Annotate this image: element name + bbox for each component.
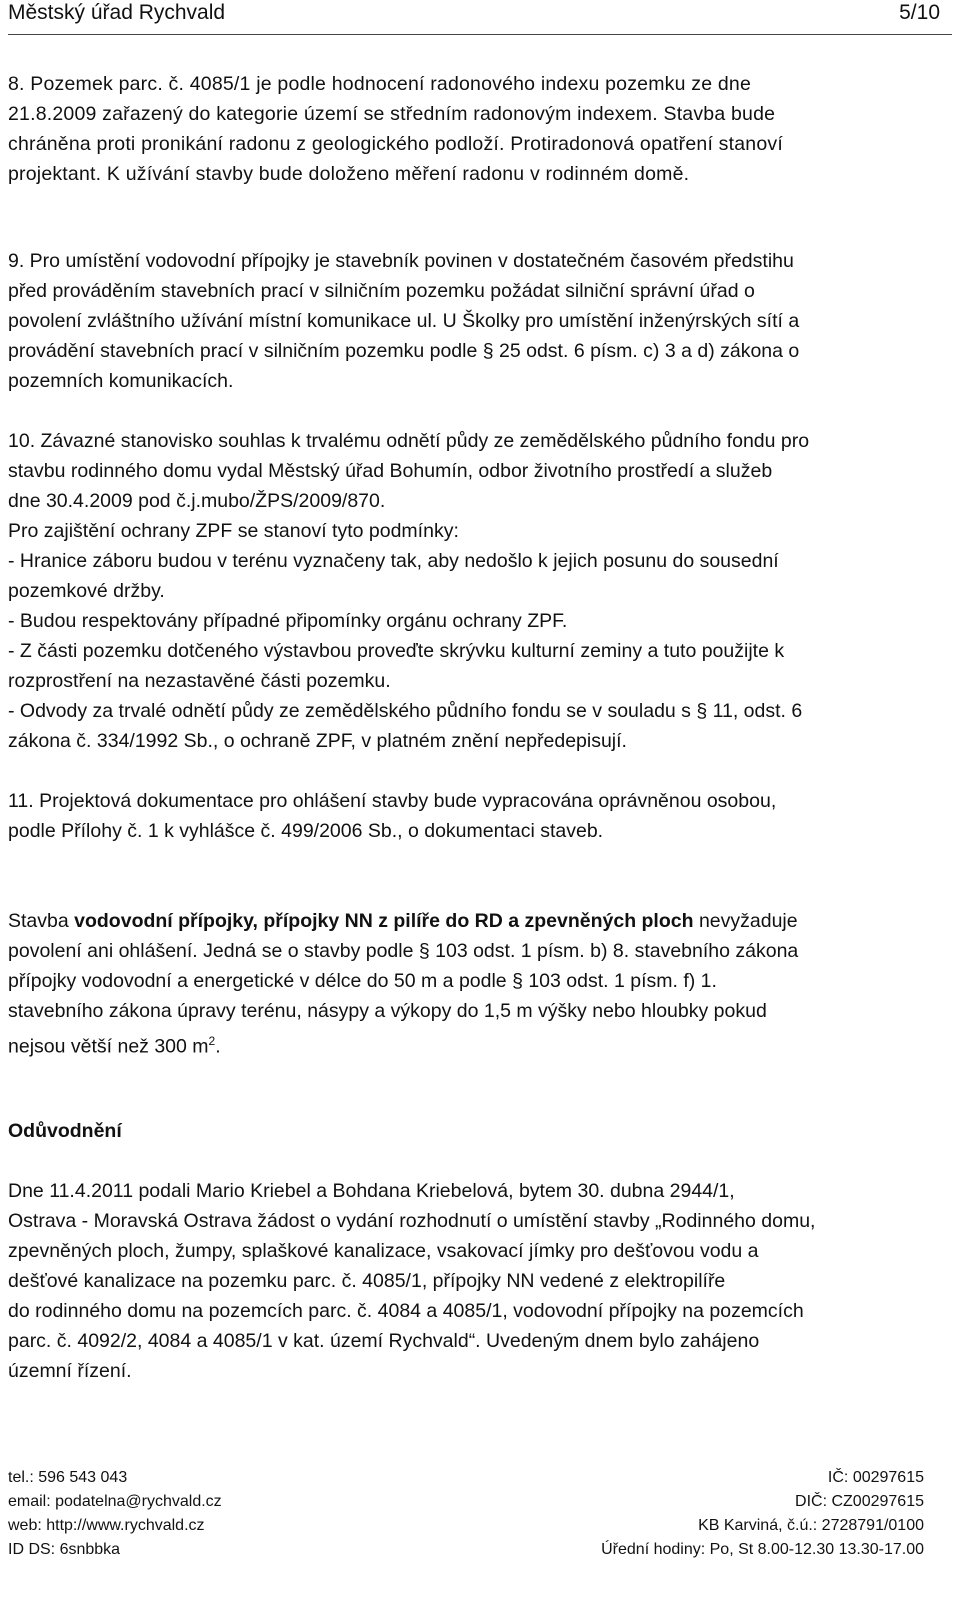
text-span: .	[215, 1035, 221, 1058]
text-line: zákona č. 334/1992 Sb., o ochraně ZPF, v platném znění nepředepisují.	[8, 730, 627, 752]
paragraph-10	[8, 426, 932, 756]
text-line: dne 30.4.2009 pod č.j.mubo/ŽPS/2009/870.	[8, 490, 386, 512]
bold-text: vodovodní přípojky, přípojky NN z pilíře do RD a zpevněných ploch	[74, 910, 694, 932]
text-line: zpevněných ploch, žumpy, splaškové kanalizace, vsakovací jímky pro dešťovou vodu a	[8, 1240, 759, 1262]
text-span: nejsou větší než 300 m	[8, 1035, 209, 1058]
text-line: Ostrava - Moravská Ostrava žádost o vydání rozhodnutí o umístění stavby „Rodinného domu,	[8, 1210, 816, 1232]
text-line: přípojky vodovodní a energetické v délce do 50 m a podle § 103 odst. 1 písm. f) 1.	[8, 970, 717, 992]
web-link[interactable]: web: http://www.rychvald.cz	[8, 1517, 205, 1534]
text-line: stavebního zákona úpravy terénu, násypy a výkopy do 1,5 m výšky nebo hloubky pokud	[8, 1000, 767, 1022]
dic: DIČ: CZ00297615	[795, 1493, 924, 1510]
office-hours: Úřední hodiny: Po, St 8.00-12.30 13.30-17.00	[601, 1541, 924, 1558]
paragraph-stavba	[8, 906, 932, 1062]
phone: tel.: 596 543 043	[8, 1469, 128, 1486]
paragraph-8	[8, 69, 932, 189]
text-line: 9. Pro umístění vodovodní přípojky je stavebník povinen v dostatečném časovém předstihu	[8, 250, 794, 272]
data-box-id: ID DS: 6snbbka	[8, 1541, 121, 1558]
text-line: pozemkové držby.	[8, 580, 165, 602]
text-line: 21.8.2009 zařazený do kategorie území se středním radonovým indexem. Stavba bude	[8, 103, 776, 125]
ico: IČ: 00297615	[827, 1469, 924, 1486]
footer-row	[8, 1538, 924, 1562]
text-span: Stavba	[8, 910, 75, 932]
text-line: povolení zvláštního užívání místní komunikace ul. U Školky pro umístění inženýrských sítí a	[8, 310, 800, 332]
text-line: do rodinného domu na pozemcích parc. č. 4084 a 4085/1, vodovodní přípojky na pozemcích	[8, 1300, 804, 1322]
footer-row	[8, 1514, 924, 1538]
text-line: pozemních komunikacích.	[8, 370, 234, 392]
text-line: - Odvody za trvalé odnětí půdy ze zemědělského půdního fondu se v souladu s § 11, odst. 6	[8, 700, 803, 722]
text-line: Pro zajištění ochrany ZPF se stanoví tyto podmínky:	[8, 520, 459, 542]
page-number: 5/10	[899, 1, 940, 24]
superscript: 2	[208, 1034, 216, 1048]
text-line: - Z části pozemku dotčeného výstavbou proveďte skrývku kulturní zeminy a tuto použijte k	[8, 640, 785, 662]
text-line: parc. č. 4092/2, 4084 a 4085/1 v kat. území Rychvald“. Uvedeným dnem bylo zahájeno	[8, 1330, 760, 1352]
bank-account: KB Karviná, č.ú.: 2728791/0100	[698, 1517, 924, 1534]
footer-row	[8, 1466, 924, 1490]
text-line: dešťové kanalizace na pozemku parc. č. 4085/1, přípojky NN vedené z elektropilíře	[8, 1270, 726, 1292]
text-line: územní řízení.	[8, 1360, 132, 1382]
text-line: provádění stavebních prací v silničním pozemku podle § 25 odst. 6 písm. c) 3 a d) zákona o	[8, 340, 800, 362]
text-line: Dne 11.4.2011 podali Mario Kriebel a Bohdana Kriebelová, bytem 30. dubna 2944/1,	[8, 1180, 735, 1202]
text-line: 11. Projektová dokumentace pro ohlášení stavby bude vypracována oprávněnou osobou,	[8, 790, 777, 812]
text-line: povolení ani ohlášení. Jedná se o stavby podle § 103 odst. 1 písm. b) 8. stavebního zákona	[8, 940, 799, 962]
text-line: podle Přílohy č. 1 k vyhlášce č. 499/2006 Sb., o dokumentaci staveb.	[8, 820, 604, 842]
page-footer	[8, 1466, 924, 1562]
text-line: projektant. K užívání stavby bude doloženo měření radonu v rodinném domě.	[8, 163, 690, 185]
text-line: - Budou respektovány případné připomínky orgánu ochrany ZPF.	[8, 610, 568, 632]
text-line: 10. Závazné stanovisko souhlas k trvalému odnětí půdy ze zemědělského půdního fondu pro	[8, 430, 810, 452]
text-line: rozprostření na nezastavěné části pozemku.	[8, 670, 391, 692]
text-line	[8, 1026, 932, 1062]
footer-row	[8, 1490, 924, 1514]
text-line: chráněna proti pronikání radonu z geologického podloží. Protiradonová opatření stanoví	[8, 133, 783, 155]
paragraph-oduvodneni	[8, 1176, 932, 1386]
text-line: před prováděním stavebních prací v silničním pozemku požádat silniční správní úřad o	[8, 280, 755, 302]
paragraph-9	[8, 246, 932, 396]
page-header	[8, 0, 952, 35]
text-line: - Hranice záboru budou v terénu vyznačeny tak, aby nedošlo k jejich posunu do sousední	[8, 550, 779, 572]
section-heading: Odůvodnění	[8, 1120, 122, 1142]
text-span: nevyžaduje	[693, 910, 798, 932]
email-link[interactable]: email: podatelna@rychvald.cz	[8, 1493, 222, 1510]
text-line: 8. Pozemek parc. č. 4085/1 je podle hodnocení radonového indexu pozemku ze dne	[8, 73, 752, 95]
office-name: Městský úřad Rychvald	[8, 1, 226, 24]
text-line	[8, 906, 932, 936]
paragraph-11	[8, 786, 932, 846]
text-line: stavbu rodinného domu vydal Městský úřad Bohumín, odbor životního prostředí a služeb	[8, 460, 773, 482]
